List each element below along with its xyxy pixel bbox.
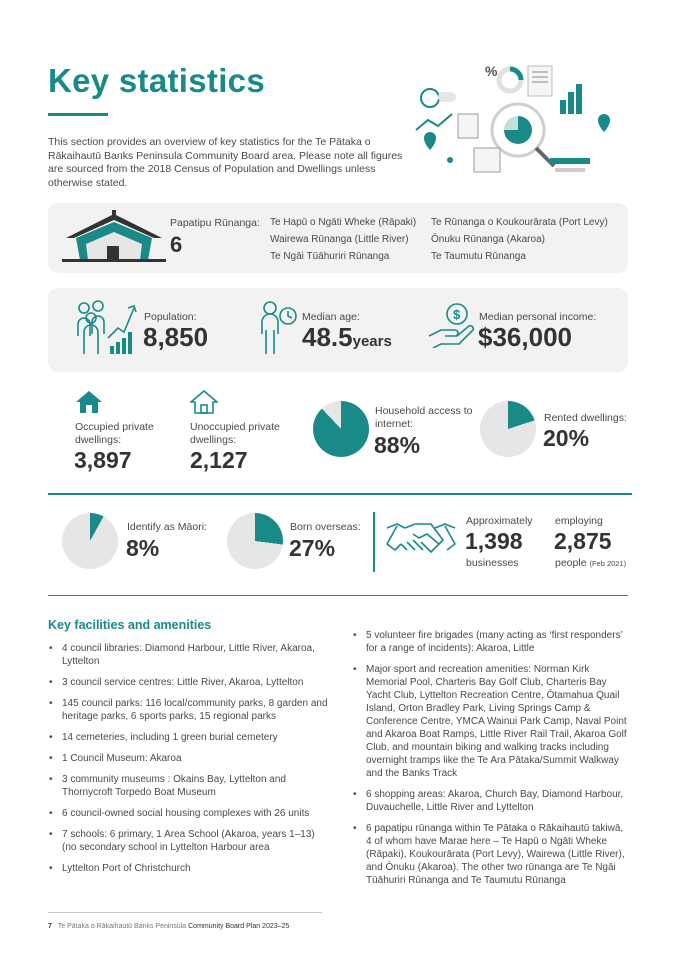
internet-pie	[313, 401, 369, 457]
house-filled-icon	[75, 390, 103, 414]
list-item: • 6 shopping areas: Akaroa, Church Bay, Diamond Harbour, Duvauchelle, Little River and Lyttelton	[352, 788, 628, 814]
overseas-pie	[227, 513, 283, 569]
runanga-name: Te Ngāi Tūāhuriri Rūnanga	[270, 251, 390, 262]
page-title: Key statistics	[48, 62, 265, 99]
occupied-label: Occupied private dwellings:	[75, 421, 154, 446]
runanga-name: Te Hapū o Ngāti Wheke (Rāpaki)	[270, 217, 417, 228]
rented-pie	[480, 401, 536, 457]
employing-note: (Feb 2021)	[589, 559, 627, 568]
list-item: • 3 council service centres: Little River, Akaroa, Lyttelton	[48, 676, 330, 689]
list-item: • 1 Council Museum: Akaroa	[48, 752, 330, 765]
businesses-value: 1,398	[465, 528, 523, 554]
maori-label: Identify as Māori:	[127, 521, 207, 533]
maori-pie	[62, 513, 118, 569]
svg-text:$: $	[453, 307, 461, 322]
intro-paragraph: This section provides an overview of key statistics for the Te Pātaka o Rākaihautū Banks Peninsula Community Board area. Please note all figures are sourced from the 2018 Census of Population and Dwellings unless otherwise stated.	[48, 136, 403, 189]
list-item: • 4 council libraries: Diamond Harbour, Little River, Akaroa, Lyttelton	[48, 642, 330, 668]
facilities-list-left	[48, 642, 330, 883]
employing-suffix: people	[555, 557, 587, 569]
employing-prefix: employing	[555, 515, 603, 527]
overseas-value: 27%	[289, 535, 336, 561]
overseas-label: Born overseas:	[290, 521, 361, 533]
marae-icon	[62, 210, 166, 264]
person-clock-icon	[258, 300, 298, 356]
facilities-list-right	[352, 629, 628, 895]
median-age-value: 48.5	[302, 322, 353, 352]
rented-value: 20%	[543, 425, 590, 451]
rented-label: Rented dwellings:	[544, 412, 627, 424]
runanga-label: Papatipu Rūnanga:	[170, 217, 260, 229]
footer-text-bold: Community Board Plan 2023–25	[188, 923, 290, 930]
businesses-prefix: Approximately	[466, 515, 533, 527]
internet-value: 88%	[374, 432, 421, 458]
median-age-label: Median age:	[302, 311, 360, 323]
list-item: • 3 community museums : Okains Bay, Lyttelton and Thornycroft Torpedo Boat Museum	[48, 773, 330, 799]
unoccupied-value: 2,127	[190, 447, 248, 473]
median-income-label: Median personal income:	[479, 311, 597, 323]
house-outline-icon	[190, 390, 218, 414]
footer-text: Te Pātaka o Rākaihautū Banks Peninsula	[57, 923, 187, 930]
maori-value: 8%	[126, 535, 160, 561]
title-underline	[48, 113, 108, 116]
list-item: • 7 schools: 6 primary, 1 Area School (Akaroa, years 1–13) (no secondary school in Lyttelton Harbour area	[48, 828, 330, 854]
runanga-list-col2	[431, 214, 608, 265]
list-item: • 6 council-owned social housing complexes with 26 units	[48, 807, 330, 820]
median-age-unit: years	[352, 333, 392, 350]
list-item: • 14 cemeteries, including 1 green burial cemetery	[48, 731, 330, 744]
median-age-value-wrap	[302, 322, 392, 353]
list-item: • 145 council parks: 116 local/community parks, 8 garden and heritage parks, 6 sports parks, 15 regional parks	[48, 697, 330, 723]
runanga-count: 6	[170, 232, 183, 257]
runanga-name: Wairewa Rūnanga (Little River)	[270, 234, 409, 245]
facilities-heading: Key facilities and amenities	[48, 618, 212, 632]
runanga-name: Te Taumutu Rūnanga	[431, 251, 526, 262]
section-divider	[48, 493, 632, 495]
statistics-illustration	[410, 60, 630, 185]
population-label: Population:	[144, 311, 197, 323]
footer-rule	[48, 912, 322, 913]
section-divider	[48, 595, 628, 596]
businesses-suffix: businesses	[466, 557, 519, 569]
page-number: 7	[48, 923, 52, 930]
runanga-name: Ōnuku Rūnanga (Akaroa)	[431, 234, 545, 245]
list-item: • 6 papatipu rūnanga within Te Pātaka o Rākaihautū takiwā, 4 of whom have Marae here – Te Hapū o Ngāti Wheke (Rāpaki), Koukourārata (Port Levy), Wairewa (Little River), and Ōnuku (Akaroa). The other two rūnanga are Te Ngāi Tūāhuriri Rūnanga and Te Taumutu Rūnanga	[352, 822, 628, 887]
runanga-list-col1	[270, 214, 416, 265]
footer	[48, 923, 289, 930]
employing-suffix-wrap	[555, 557, 626, 570]
handshake-icon	[385, 518, 457, 564]
vertical-divider	[373, 512, 375, 572]
population-value: 8,850	[143, 322, 209, 352]
list-item: • 5 volunteer fire brigades (many acting as ‘first responders’ for a range of incidents): Akaroa, Little	[352, 629, 628, 655]
svg-text:%: %	[485, 63, 498, 79]
population-icon	[74, 298, 138, 356]
occupied-value: 3,897	[74, 447, 132, 473]
median-income-value: $36,000	[478, 322, 572, 352]
internet-label: Household access to internet:	[375, 405, 473, 430]
list-item: • Major sport and recreation amenities: Norman Kirk Memorial Pool, Charteris Bay Golf Club, Charteris Bay Yacht Club, Lyttelton Recreation Centre, Ōtamahua Quail Island, Orton Bradley Park, Living Springs Camp & Conference Centre, YMCA Wainui Park Camp, Naval Point and Akaroa Boat Ramps, Little River Rail Trail, Akaroa Golf Club, and mountain biking and walking tracks including overnight tramps like the Te Ara Pātaka/Summit Walkway and the Banks Track	[352, 663, 628, 780]
employing-value: 2,875	[554, 528, 612, 554]
list-item: • Lyttelton Port of Christchurch	[48, 862, 330, 875]
runanga-name: Te Rūnanga o Koukourārata (Port Levy)	[431, 217, 608, 228]
income-hand-icon	[427, 302, 475, 348]
unoccupied-label: Unoccupied private dwellings:	[190, 421, 280, 446]
